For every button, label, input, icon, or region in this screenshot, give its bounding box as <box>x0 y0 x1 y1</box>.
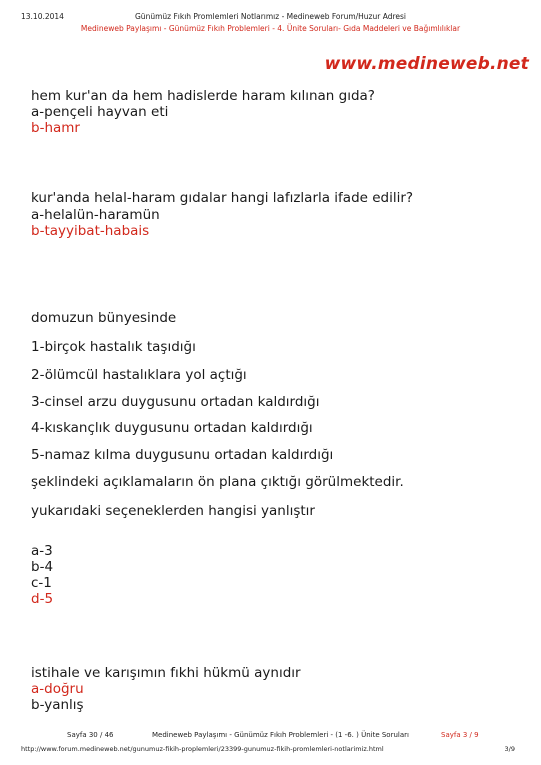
page-header-subtitle: Medineweb Paylaşımı - Günümüz Fıkıh Problemleri - 4. Ünite Soruları- Gıda Maddeleri ve Bağımlılıklar <box>80 24 461 33</box>
list-item: 4-kıskançlık duygusunu ortadan kaldırdığı <box>31 420 313 436</box>
question-option: c-1 <box>31 575 52 591</box>
question-prompt: yukarıdaki seçeneklerden hangisi yanlıştır <box>31 503 315 519</box>
print-date: 13.10.2014 <box>21 12 64 21</box>
list-item: 3-cinsel arzu duygusunu ortadan kaldırdığı <box>31 394 320 410</box>
page-header-title: Günümüz Fıkıh Promlemleri Notlarımız - Medineweb Forum/Huzur Adresi <box>135 12 406 21</box>
footer-title: Medineweb Paylaşımı - Günümüz Fıkıh Problemleri - (1 -6. ) Ünite Soruları <box>152 731 409 739</box>
question-text: istihale ve karışımın fıkhi hükmü aynıdır <box>31 665 301 681</box>
list-item: 1-birçok hastalık taşıdığı <box>31 339 196 355</box>
list-item: 5-namaz kılma duygusunu ortadan kaldırdığı <box>31 447 334 463</box>
footer-page-number: 3/9 <box>504 745 515 753</box>
question-answer: d-5 <box>31 591 54 607</box>
question-option: b-4 <box>31 559 54 575</box>
site-watermark: www.medineweb.net <box>324 54 529 74</box>
list-item: 2-ölümcül hastalıklara yol açtığı <box>31 367 247 383</box>
footer-page-count: Sayfa 30 / 46 <box>67 731 114 739</box>
question-option: b-yanlış <box>31 697 84 713</box>
question-option: a-pençeli hayvan eti <box>31 104 169 120</box>
question-intro: domuzun bünyesinde <box>31 310 177 326</box>
question-text: hem kur'an da hem hadislerde haram kılınan gıda? <box>31 88 375 104</box>
footer-page-range: Sayfa 3 / 9 <box>441 731 479 739</box>
question-answer: b-hamr <box>31 120 80 136</box>
question-answer: a-doğru <box>31 681 84 697</box>
question-option: a-helalün-haramün <box>31 207 160 223</box>
question-option: a-3 <box>31 543 53 559</box>
footer-url: http://www.forum.medineweb.net/gunumuz-fikih-proplemleri/23399-gunumuz-fikih-promlemleri-notlarimiz.html <box>21 745 384 753</box>
question-statement: şeklindeki açıklamaların ön plana çıktığı görülmektedir. <box>31 474 404 490</box>
question-answer: b-tayyibat-habais <box>31 223 150 239</box>
question-text: kur'anda helal-haram gıdalar hangi lafızlarla ifade edilir? <box>31 190 414 206</box>
